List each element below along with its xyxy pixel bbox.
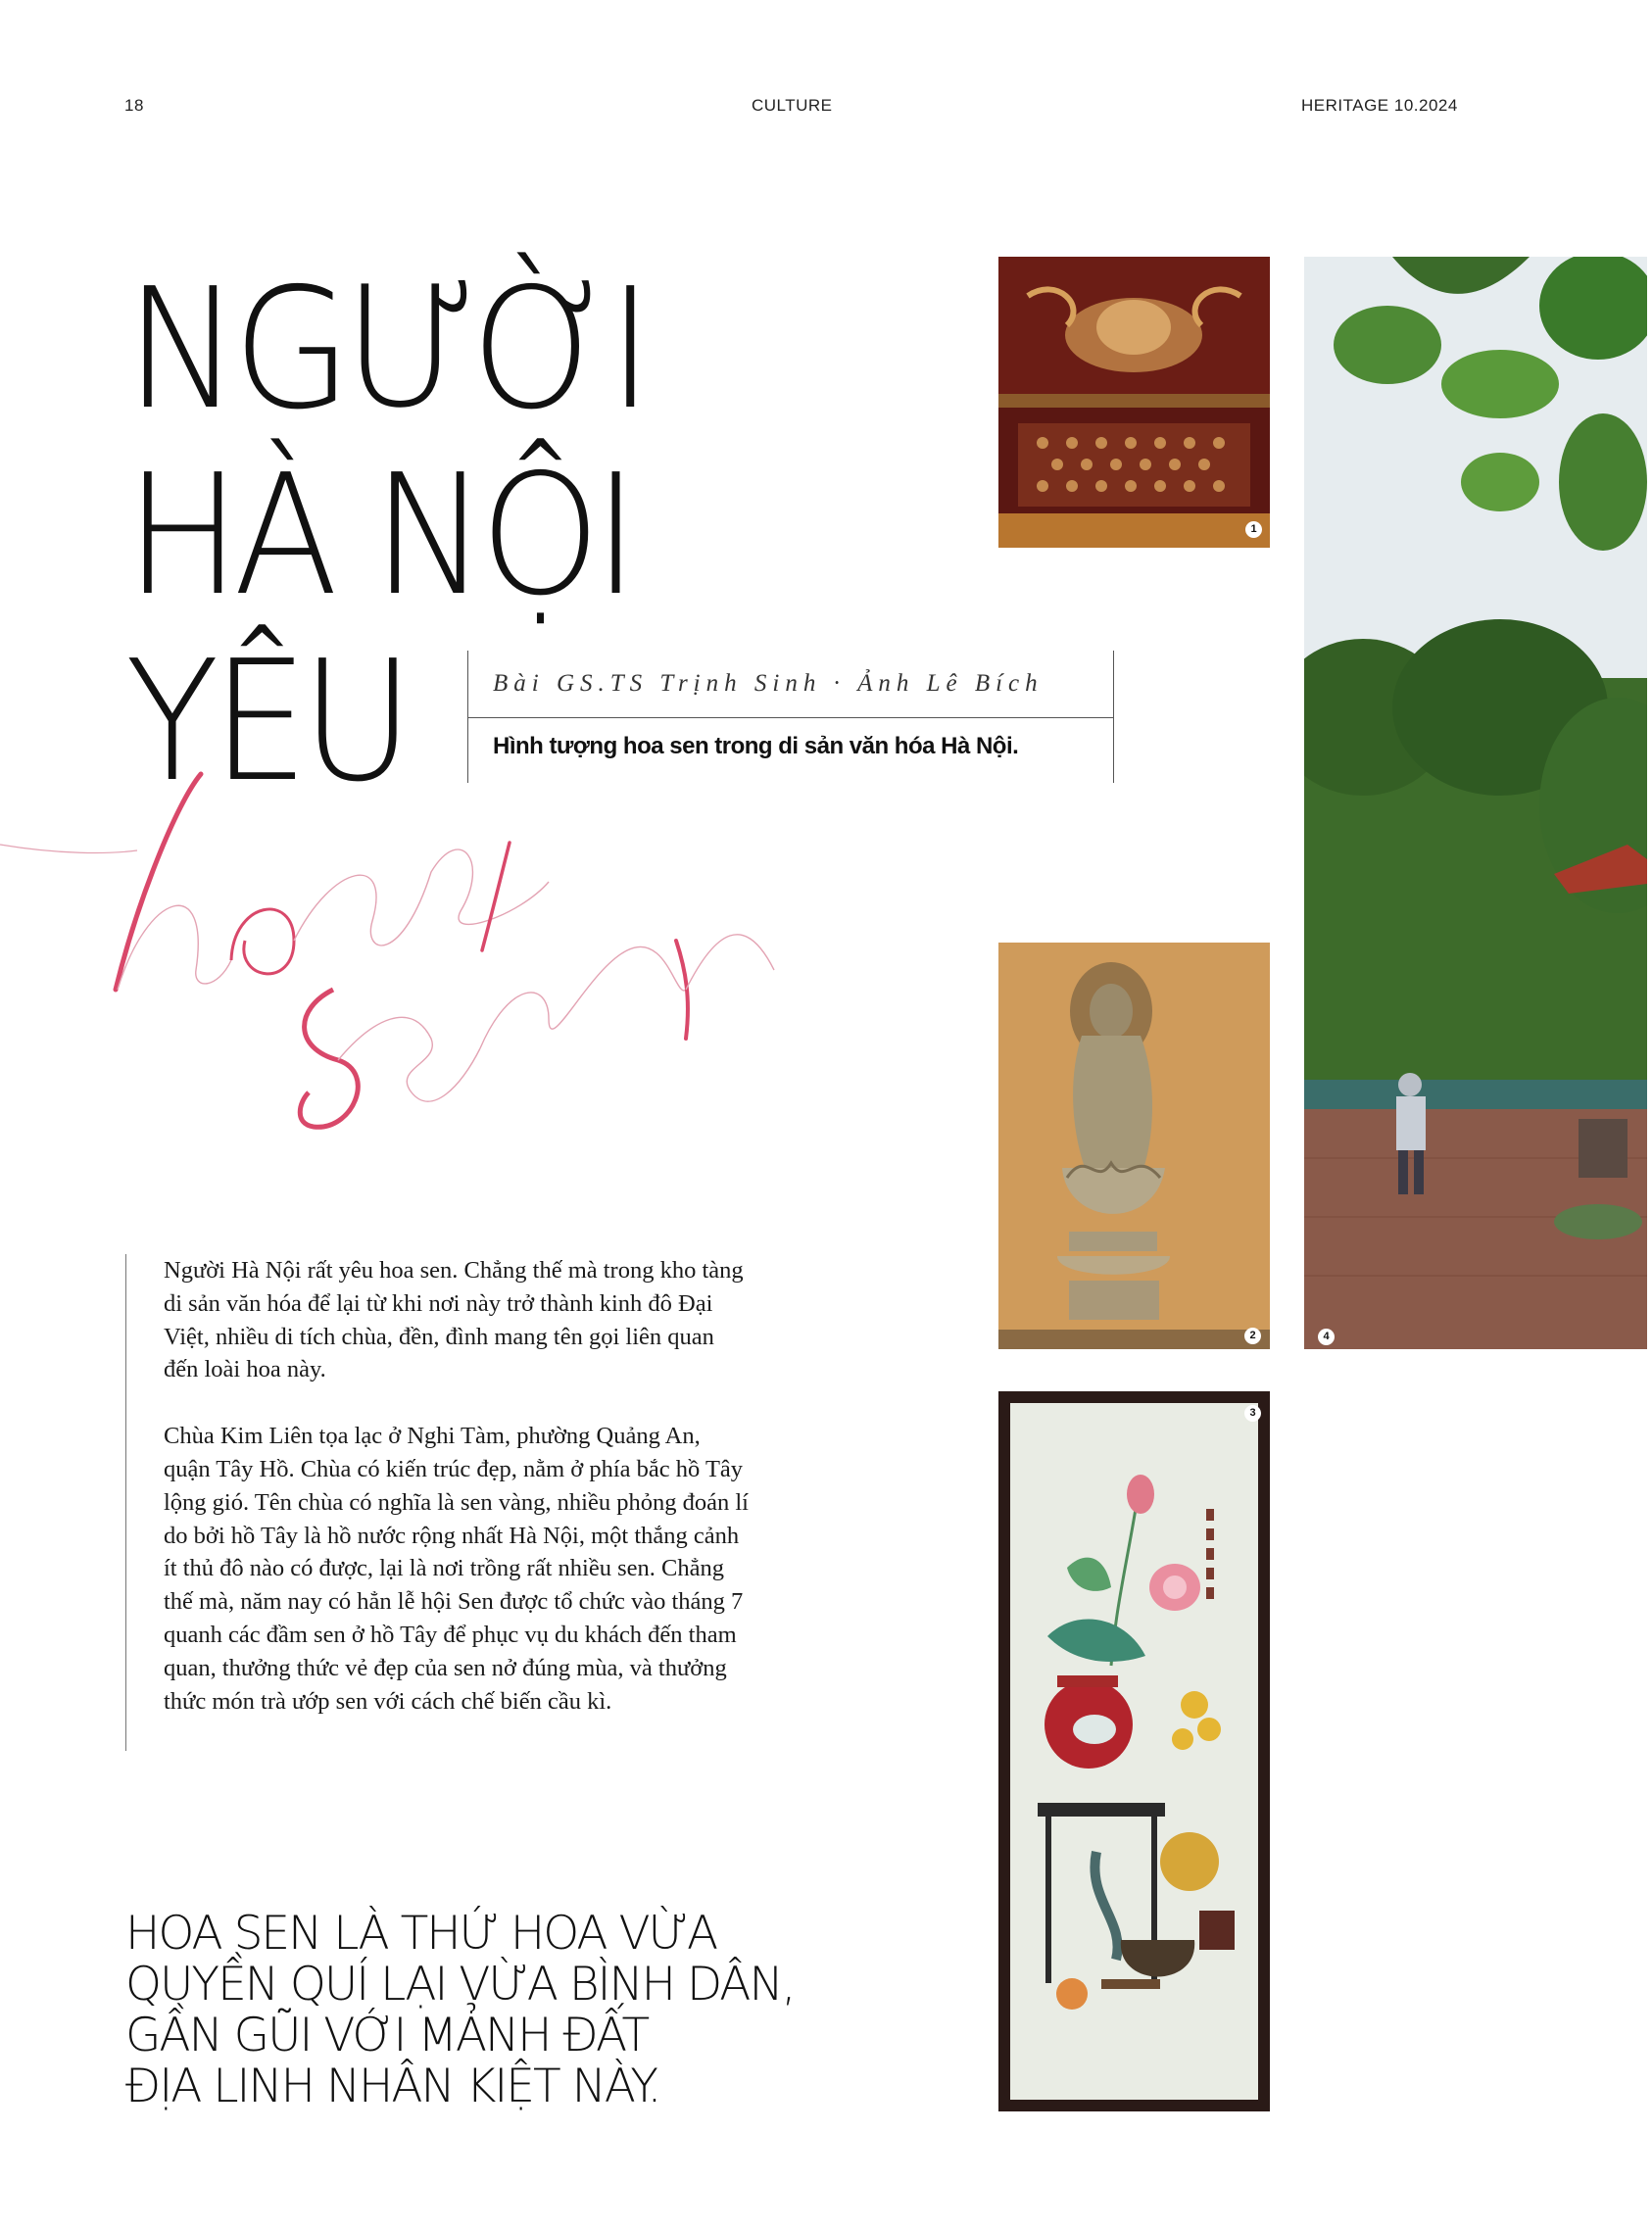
photo-number-badge: 1: [1245, 521, 1262, 538]
photo-statue: [998, 943, 1270, 1349]
lede: Hình tượng hoa sen trong di sản văn hóa Hà Nội.: [493, 733, 1019, 759]
photo-number-badge: 2: [1244, 1328, 1261, 1344]
lotus-painting-scroll-icon: [998, 1391, 1270, 2111]
photo-painting: [998, 1391, 1270, 2111]
issue-label: HERITAGE 10.2024: [1301, 96, 1458, 115]
pull-quote-line-4: ĐỊA LINH NHÂN KIỆT NÀY.: [125, 2060, 660, 2113]
article-body: [125, 1254, 752, 1751]
script-title-hoa-sen: [0, 745, 803, 1156]
pull-quote-line-1: HOA SEN LÀ THỨ HOA VỪA: [125, 1907, 717, 1961]
title-line-2: HÀ NỘI: [125, 439, 632, 633]
section-label: CULTURE: [752, 96, 833, 115]
lotus-buddha-statue-icon: [998, 943, 1270, 1349]
pagoda-courtyard-icon: [1304, 257, 1647, 1349]
carved-lotus-panel-icon: [998, 257, 1270, 548]
title-line-1: NGƯỜI: [125, 253, 647, 447]
pull-quote-line-2: QUYỀN QUÍ LẠI VỪA BÌNH DÂN,: [125, 1958, 795, 2012]
page-number: 18: [124, 96, 144, 115]
title-line-3: YÊU: [125, 625, 407, 819]
photo-number-badge: 4: [1318, 1329, 1335, 1345]
photo-number-badge: 3: [1244, 1405, 1261, 1422]
body-paragraph-2: Chùa Kim Liên tọa lạc ở Nghi Tàm, phường Quảng An, quận Tây Hồ. Chùa có kiến trúc đẹp, nằm ở phía bắc hồ Tây lộng gió. Tên chùa có nghĩa là sen vàng, nhiều phỏng đoán lí do bởi hồ Tây là hồ nước rộng nhất Hà Nội, một thắng cảnh ít thủ đô nào có được, lại là nơi trồng rất nhiều sen. Chẳng thế mà, năm nay có hẳn lễ hội Sen được tổ chức vào tháng 7 quanh các đầm sen ở hồ Tây để phục vụ du khách đến tham quan, thưởng thức vẻ đẹp của sen nở đúng mùa, và thưởng thức món trà ướp sen với cách chế biến cầu kì.: [164, 1423, 749, 1715]
pull-quote: [125, 1909, 831, 2112]
credits-divider: [468, 717, 1113, 718]
byline: Bài GS.TS Trịnh Sinh · Ảnh Lê Bích: [493, 670, 1044, 697]
pull-quote-line-3: GẦN GŨI VỚI MẢNH ĐẤT: [125, 2009, 649, 2062]
photo-carved-panel: [998, 257, 1270, 548]
body-paragraph-1: Người Hà Nội rất yêu hoa sen. Chẳng thế mà trong kho tàng di sản văn hóa để lại từ khi nơi này trở thành kinh đô Đại Việt, nhiều di tích chùa, đền, đình mang tên gọi liên quan đến loài hoa này.: [164, 1257, 744, 1383]
article-credits: [467, 651, 1114, 783]
photo-pagoda-courtyard: [1304, 257, 1647, 1349]
